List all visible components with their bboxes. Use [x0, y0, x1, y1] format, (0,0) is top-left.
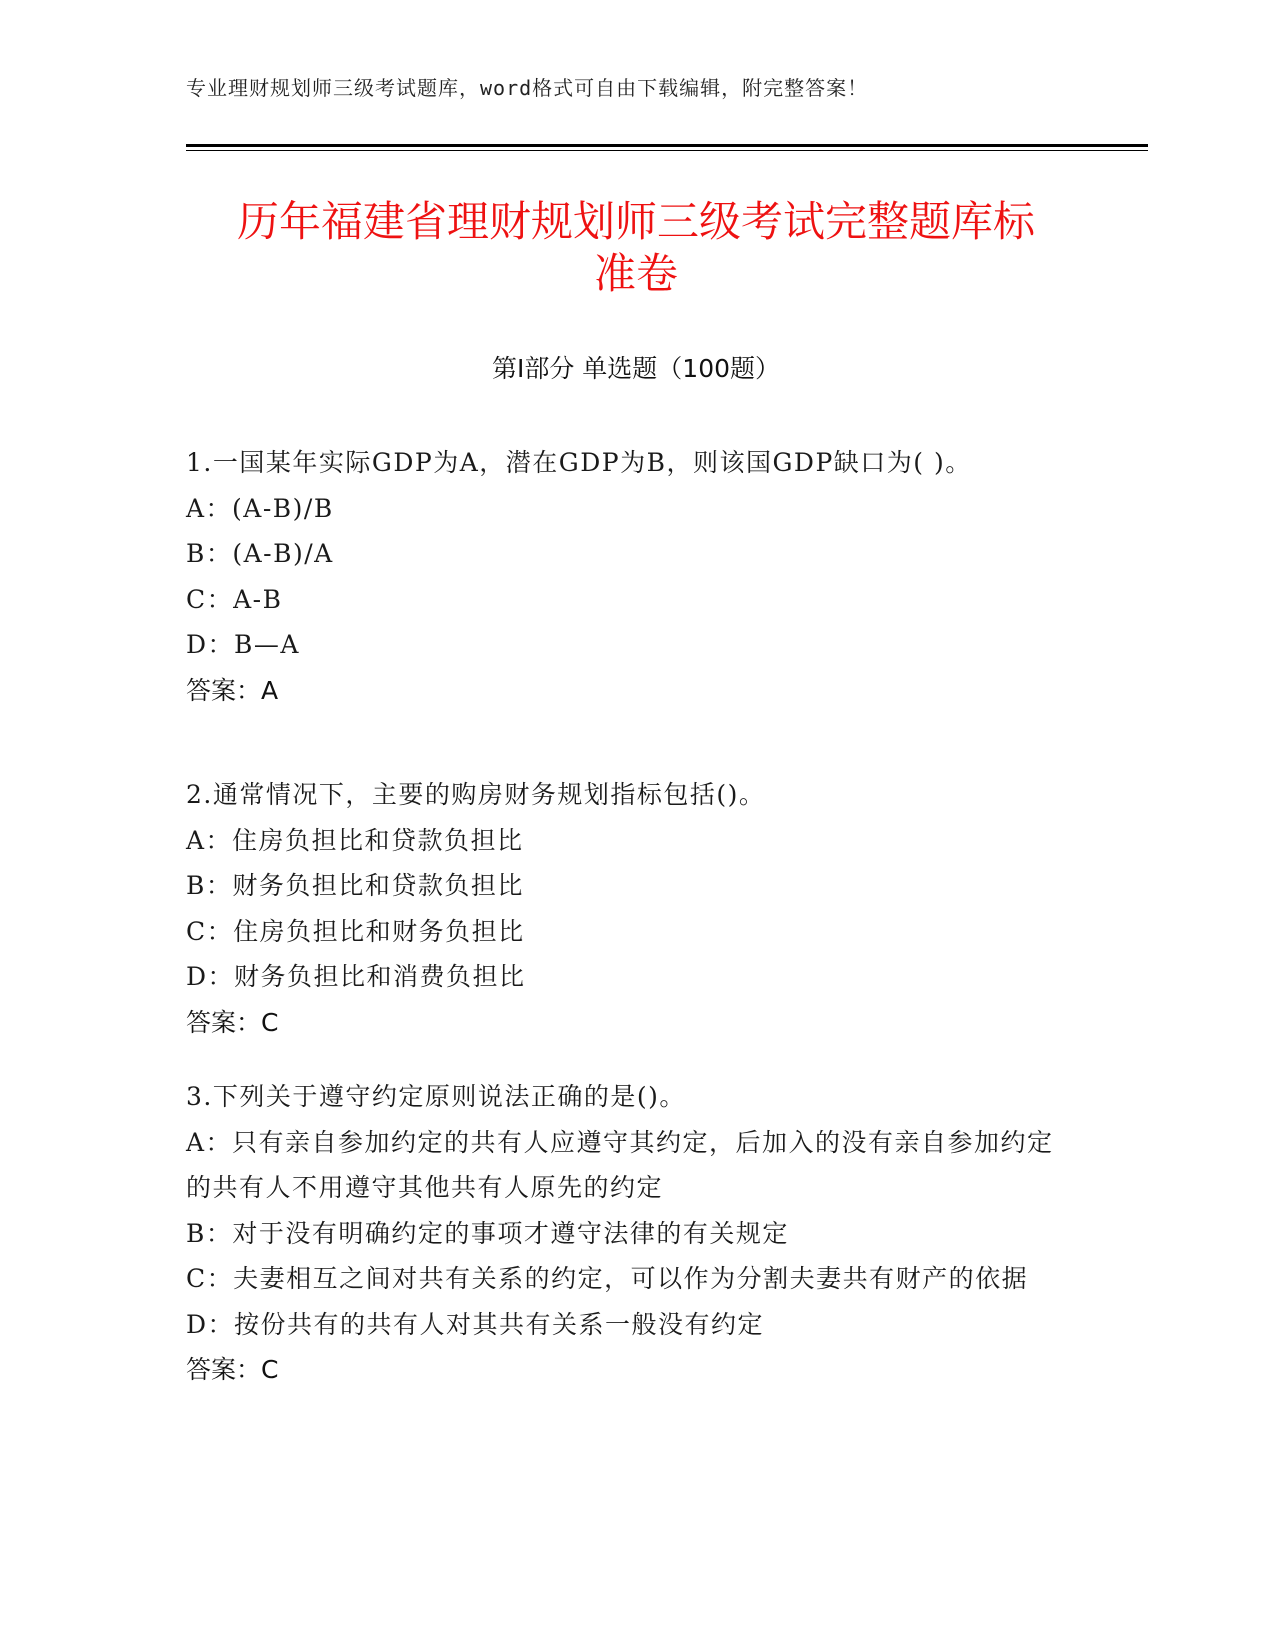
question-stem: 2.通常情况下，主要的购房财务规划指标包括()。 [186, 780, 766, 809]
option-b: B：财务负担比和贷款负担比 [186, 871, 524, 900]
header-note: 专业理财规划师三级考试题库，word格式可自由下载编辑，附完整答案！ [186, 76, 869, 100]
header-rule-thin [186, 150, 1148, 151]
question-2 [186, 772, 1066, 1045]
document-title-line-1: 历年福建省理财规划师三级考试完整题库标 [236, 197, 1035, 246]
option-a: A：只有亲自参加约定的共有人应遵守其约定，后加入的没有亲自参加约定的共有人不用遵守其他共有人原先的约定 [186, 1127, 1054, 1202]
option-d: D：财务负担比和消费负担比 [186, 962, 526, 991]
question-3 [186, 1074, 1066, 1393]
question-1 [186, 440, 1066, 713]
option-a: A：住房负担比和贷款负担比 [186, 825, 524, 855]
answer: 答案：C [186, 1007, 279, 1037]
option-d: D：按份共有的共有人对其共有关系一般没有约定 [186, 1309, 765, 1339]
header-rule-thick [186, 144, 1148, 147]
question-stem: 1.一国某年实际GDP为A，潜在GDP为B，则该国GDP缺口为( )。 [186, 448, 972, 477]
answer: 答案：C [186, 1355, 279, 1384]
document-title [186, 196, 1086, 300]
option-c: C：夫妻相互之间对共有关系的约定，可以作为分割夫妻共有财产的依据 [186, 1264, 1029, 1293]
document-title-line-2: 准卷 [593, 249, 678, 298]
question-stem: 3.下列关于遵守约定原则说法正确的是()。 [186, 1082, 686, 1111]
option-a: A：(A-B)/B [186, 493, 334, 523]
option-b: B：对于没有明确约定的事项才遵守法律的有关规定 [186, 1218, 789, 1248]
section-heading: 第Ⅰ部分 单选题（100题） [491, 354, 781, 383]
option-c: C：住房负担比和财务负担比 [186, 916, 525, 946]
answer: 答案：A [186, 675, 279, 705]
option-b: B：(A-B)/A [186, 539, 334, 568]
option-c: C：A-B [186, 584, 283, 614]
option-d: D：B—A [186, 630, 300, 659]
